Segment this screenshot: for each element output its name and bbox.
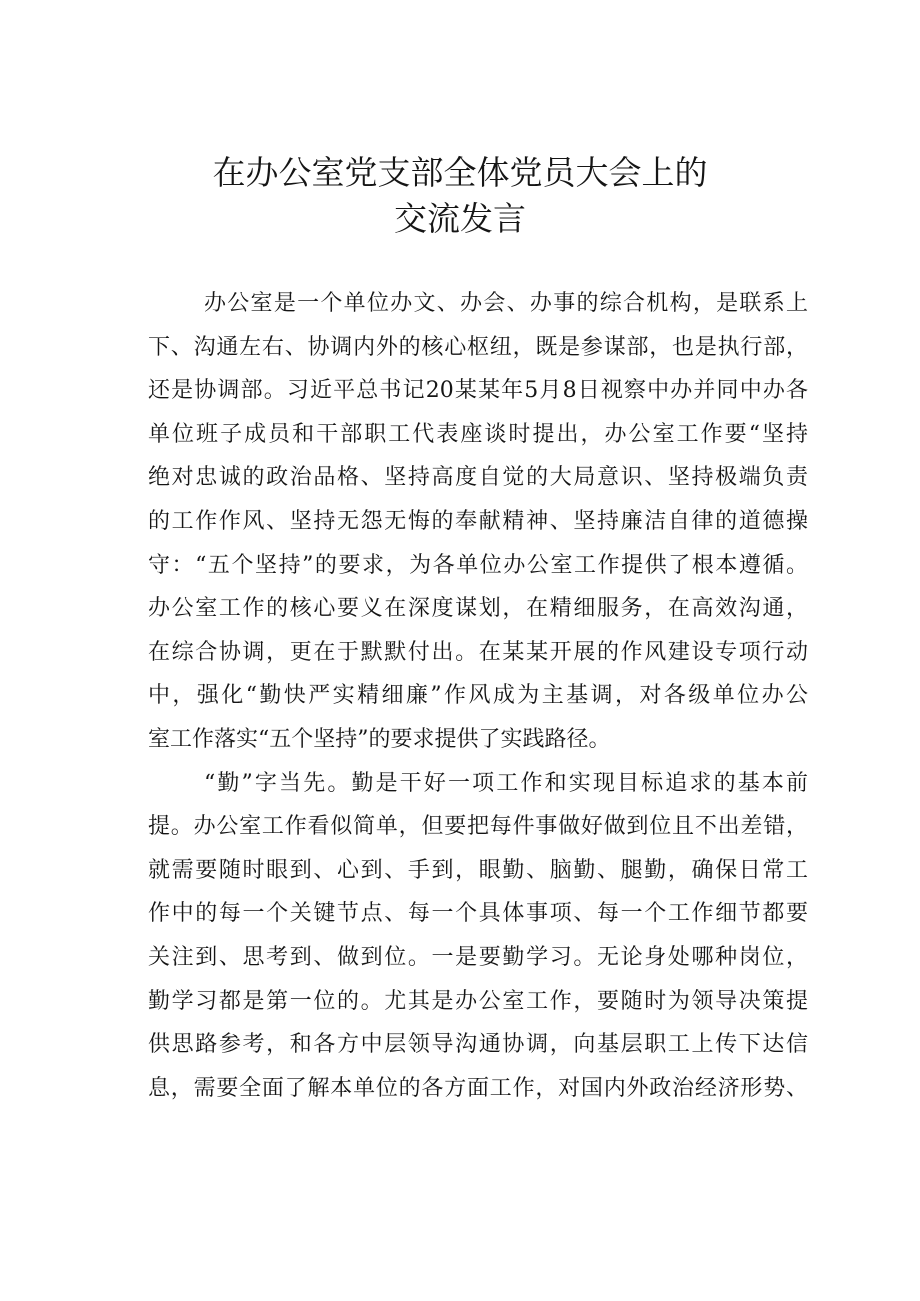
paragraph-2 bbox=[148, 762, 808, 1111]
text-line: 的工作作风、坚持无怨无悔的奉献精神、坚持廉洁自律的道德操 bbox=[148, 508, 808, 534]
text-line: 勤学习都是第一位的。尤其是办公室工作，要随时为领导决策提 bbox=[148, 988, 808, 1014]
text-line: 作中的每一个关键节点、每一个具体事项、每一个工作细节都要 bbox=[148, 901, 808, 927]
text-line: 单位班子成员和干部职工代表座谈时提出，办公室工作要“坚持 bbox=[148, 421, 808, 447]
text-line: 就需要随时眼到、心到、手到，眼勤、脑勤、腿勤，确保日常工 bbox=[148, 857, 808, 883]
document-body bbox=[148, 282, 808, 1110]
text-line: 办公室是一个单位办文、办会、办事的综合机构，是联系上 bbox=[204, 291, 808, 316]
text-line: 中，强化“勤快严实精细廉”作风成为主基调，对各级单位办公 bbox=[148, 683, 808, 709]
text-line: 还是协调部。习近平总书记20某某年5月8日视察中办并同中办各 bbox=[148, 378, 808, 404]
text-line: 下、沟通左右、协调内外的核心枢纽，既是参谋部，也是执行部， bbox=[148, 334, 808, 360]
title-line-2: 交流发言 bbox=[394, 199, 526, 238]
text-line: 室工作落实“五个坚持”的要求提供了实践路径。 bbox=[148, 726, 611, 752]
text-line: 提。办公室工作看似简单，但要把每件事做好做到位且不出差错， bbox=[148, 814, 808, 840]
document-title bbox=[0, 150, 920, 242]
text-line: 关注到、思考到、做到位。一是要勤学习。无论身处哪种岗位， bbox=[148, 944, 808, 970]
text-line: 守：“五个坚持”的要求，为各单位办公室工作提供了根本遵循。 bbox=[148, 552, 808, 578]
text-line: 供思路参考，和各方中层领导沟通协调，向基层职工上传下达信 bbox=[148, 1032, 808, 1058]
text-line: “勤”字当先。勤是干好一项工作和实现目标追求的基本前 bbox=[204, 770, 808, 796]
text-line: 办公室工作的核心要义在深度谋划，在精细服务，在高效沟通， bbox=[148, 596, 808, 622]
text-line: 绝对忠诚的政治品格、坚持高度自觉的大局意识、坚持极端负责 bbox=[148, 465, 808, 491]
title-line-1: 在办公室党支部全体党员大会上的 bbox=[212, 153, 708, 192]
text-line: 在综合协调，更在于默默付出。在某某开展的作风建设专项行动 bbox=[148, 639, 808, 665]
text-line: 息，需要全面了解本单位的各方面工作，对国内外政治经济形势、 bbox=[148, 1075, 808, 1101]
paragraph-1 bbox=[148, 282, 808, 762]
